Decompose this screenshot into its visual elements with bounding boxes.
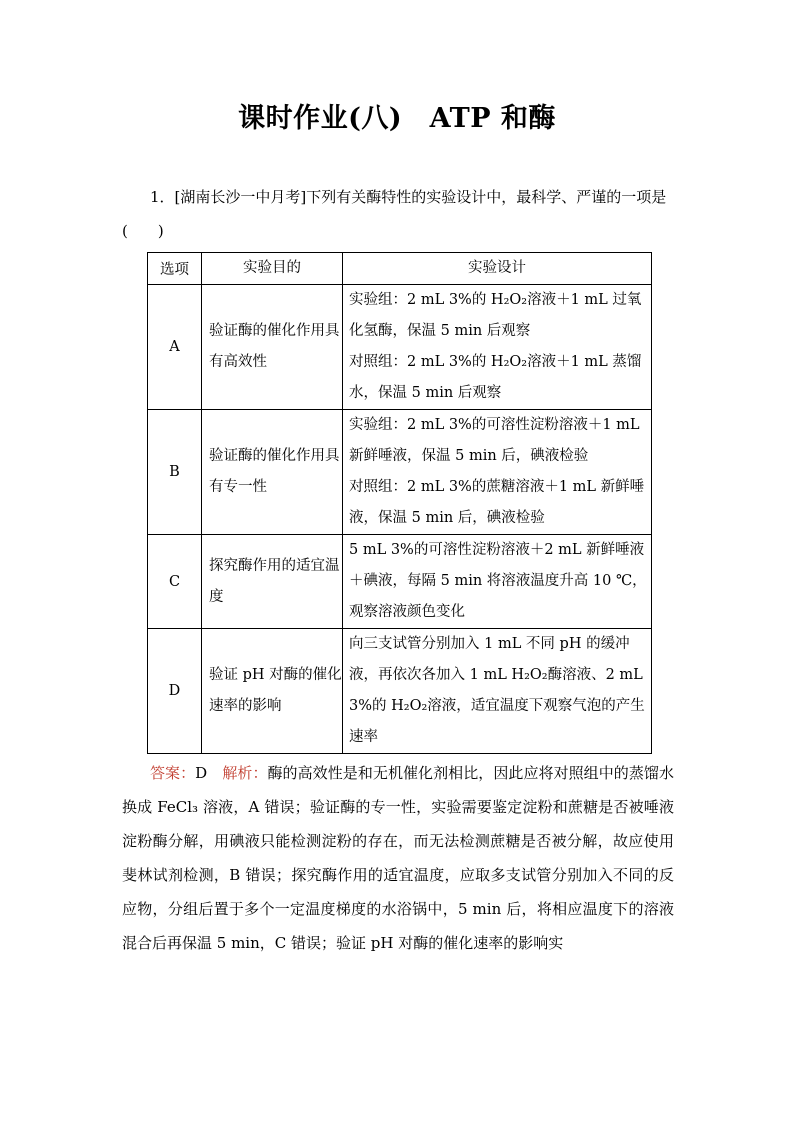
row-purpose: 验证 pH 对酶的催化速率的影响 [202,629,343,754]
table-row [148,535,652,629]
header-purpose: 实验目的 [202,253,343,285]
row-option: D [148,629,202,754]
row-design: 5 mL 3%的可溶性淀粉溶液＋2 mL 新鲜唾液＋碘液，每隔 5 min 将溶液温度升高 10 ℃，观察溶液颜色变化 [343,535,652,629]
table-row [148,629,652,754]
row-design: 实验组：2 mL 3%的 H₂O₂溶液＋1 mL 过氧化氢酶，保温 5 min 后观察 对照组：2 mL 3%的 H₂O₂溶液＋1 mL 蒸馏水，保温 5 min 后观察 [343,285,652,410]
row-option: A [148,285,202,410]
row-design: 向三支试管分别加入 1 mL 不同 pH 的缓冲液，再依次各加入 1 mL H₂O₂酶溶液、2 mL 3%的 H₂O₂溶液，适宜温度下观察气泡的产生速率 [343,629,652,754]
table-header-row [148,253,652,285]
experiment-table [147,252,652,754]
header-option: 选项 [148,253,202,285]
row-purpose: 验证酶的催化作用具有高效性 [202,285,343,410]
analysis-label: 解析： [222,764,268,782]
question-text: [湖南长沙一中月考]下列有关酶特性的实验设计中，最科学、严谨的一项是( ) [122,188,667,240]
analysis-text: 酶的高效性是和无机催化剂相比，因此应将对照组中的蒸馏水换成 FeCl₃ 溶液，A 错误；验证酶的专一性，实验需要鉴定淀粉和蔗糖是否被唾液淀粉酶分解，用碘液只能检测淀粉的存在，而无法检测蔗糖是否被分解，故应使用斐林试剂检测，B 错误；探究酶作用的适宜温度，应取多支试管分别加入不同的反应物，分组后置于多个一定温度梯度的水浴锅中，5 min 后，将相应温度下的溶液混合后再保温 5 min，C 错误；验证 pH 对酶的催化速率的影响实 [122,764,674,952]
row-option: B [148,410,202,535]
question-1 [122,180,674,248]
header-design: 实验设计 [343,253,652,285]
row-purpose: 探究酶作用的适宜温度 [202,535,343,629]
answer-section [122,756,674,960]
table-row [148,285,652,410]
page-title: 课时作业(八) ATP 和酶 [238,103,556,134]
answer-label: 答案： [150,764,196,782]
table-row [148,410,652,535]
row-purpose: 验证酶的催化作用具有专一性 [202,410,343,535]
question-number: 1． [150,188,175,206]
row-option: C [148,535,202,629]
row-design: 实验组：2 mL 3%的可溶性淀粉溶液＋1 mL 新鲜唾液，保温 5 min 后，碘液检验 对照组：2 mL 3%的蔗糖溶液＋1 mL 新鲜唾液，保温 5 min 后，碘液检验 [343,410,652,535]
answer-value: D [195,764,208,782]
